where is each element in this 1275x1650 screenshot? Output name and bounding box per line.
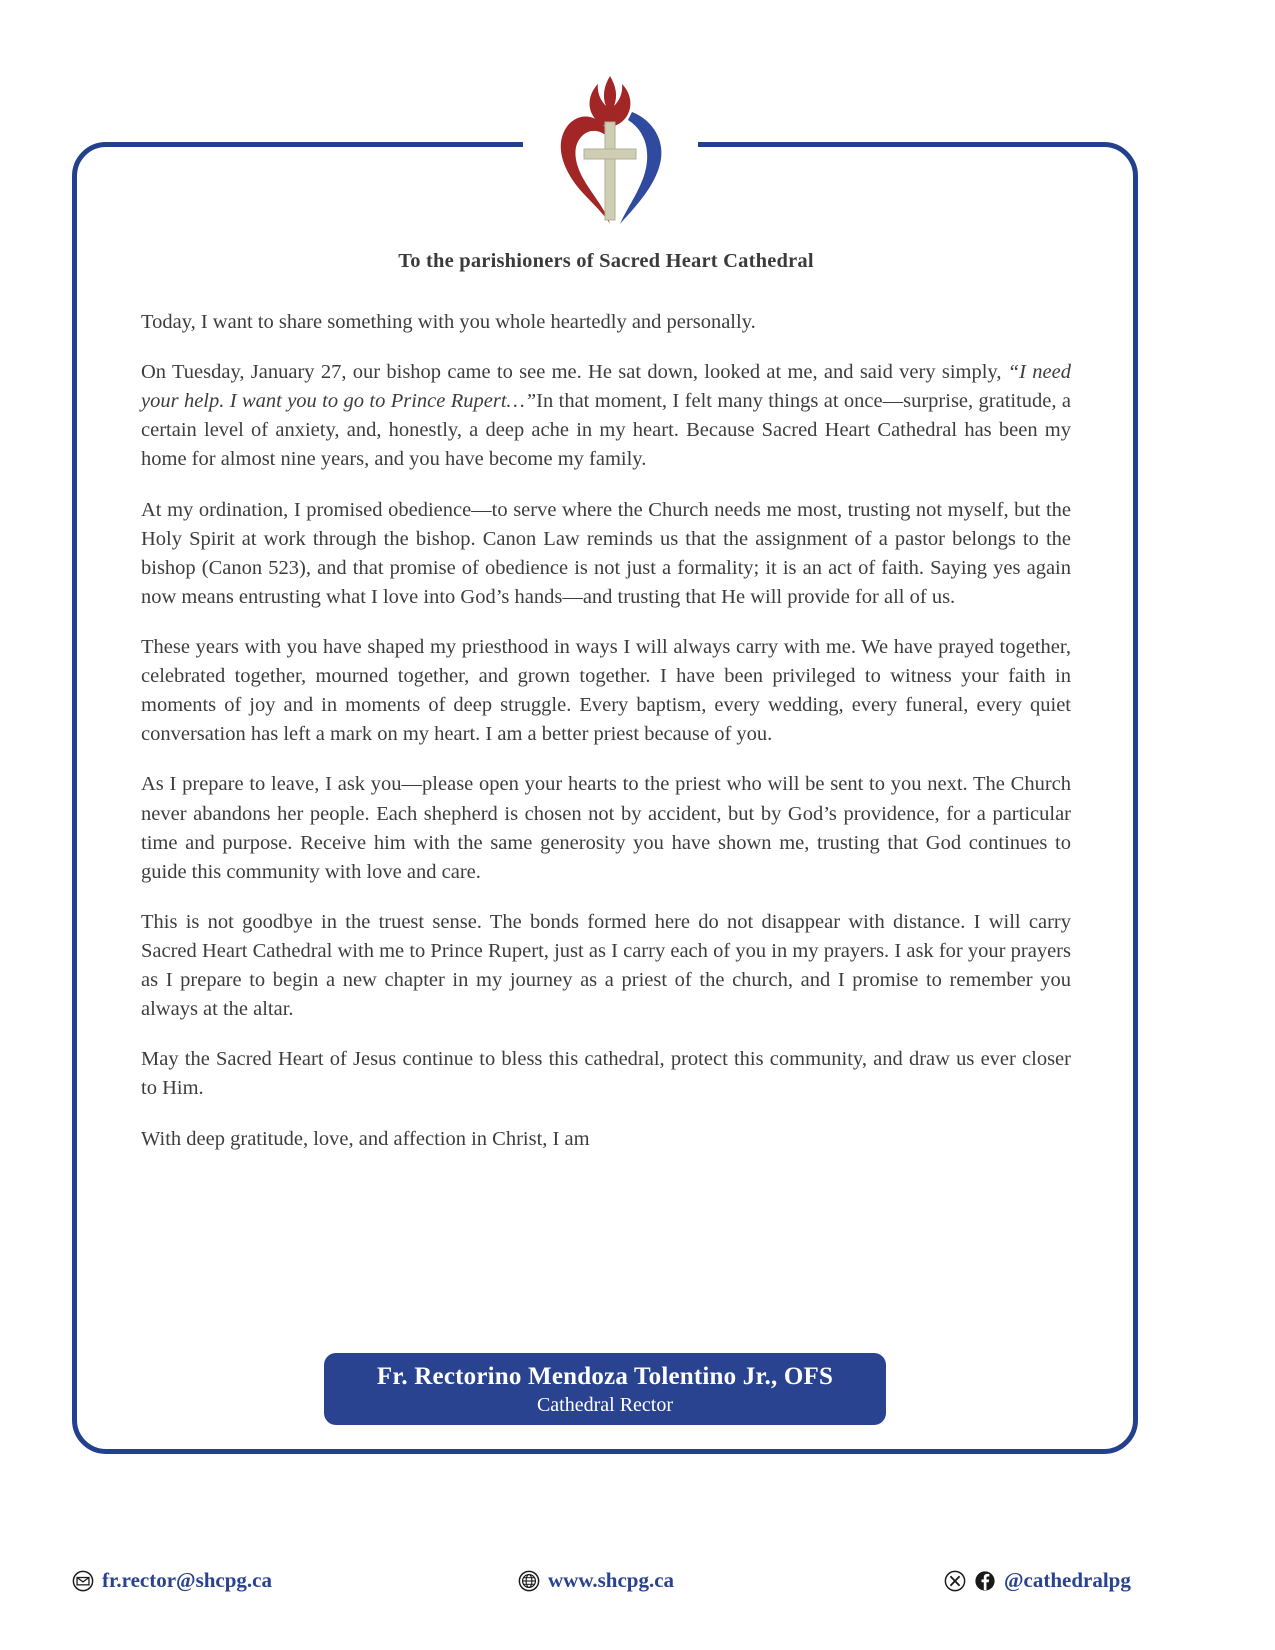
paragraph-text: This is not goodbye in the truest sense. The bonds formed here do not disappear with distance. I will carry Sacred Heart Cathedral with me to Prince Rupert, just as I carry each of you in my prayers. I ask for your prayers as I prepare to begin a new chapter in my journey as a priest of the church, and I promise to remember you always at the altar. (141, 910, 1071, 1021)
letter-paragraph (141, 1125, 1071, 1154)
paragraph-text: As I prepare to leave, I ask you—please open your hearts to the priest who will be sent to you next. The Church never abandons her people. Each shepherd is chosen not by accident, but by God’s providence, for a particular time and purpose. Receive him with the same generosity you have shown me, trusting that God continues to guide this community with love and care. (141, 773, 1071, 883)
letter-paragraph (141, 633, 1071, 749)
quoted-text: “I need your help. I want you to go to Prince Rupert…” (141, 361, 1071, 413)
letter-paragraph (141, 496, 1071, 612)
contact-website-text: www.shcpg.ca (548, 1568, 675, 1592)
signature-name: Fr. Rectorino Mendoza Tolentino Jr., OFS (376, 1362, 834, 1390)
globe-icon (518, 1570, 540, 1592)
signature-banner (324, 1353, 886, 1425)
signature-role: Cathedral Rector (536, 1394, 674, 1417)
letter-paragraph (141, 908, 1071, 1024)
letter-title: To the parishioners of Sacred Heart Cathedral (398, 250, 814, 272)
contact-social-text: @cathedralpg (1004, 1568, 1131, 1592)
sacred-heart-logo (520, 54, 700, 234)
paragraph-text: May the Sacred Heart of Jesus continue to bless this cathedral, protect this community, and draw us ever closer to Him. (141, 1048, 1071, 1100)
footer-contact-row (0, 1568, 1275, 1614)
letter-paragraph (141, 358, 1071, 474)
x-twitter-icon[interactable] (944, 1570, 966, 1592)
envelope-icon (72, 1570, 94, 1592)
contact-email-text: fr.rector@shcpg.ca (102, 1568, 272, 1592)
contact-website[interactable] (518, 1568, 674, 1593)
letter-paragraph (141, 770, 1071, 886)
letter-body (141, 250, 1071, 1154)
facebook-icon[interactable] (974, 1570, 996, 1592)
paragraph-text: On Tuesday, January 27, our bishop came to see me. He sat down, looked at me, and said very simply, (141, 361, 1008, 384)
paragraph-text: At my ordination, I promised obedience—to serve where the Church needs me most, trusting not myself, but the Holy Spirit at work through the bishop. Canon Law reminds us that the assignment of a pastor belongs to the bishop (Canon 523), and that promise of obedience is not just a formality; it is an act of faith. Saying yes again now means entrusting what I love into God’s hands—and trusting that He will provide for all of us. (141, 498, 1071, 608)
letter-paragraph (141, 308, 1071, 337)
paragraph-text: These years with you have shaped my priesthood in ways I will always carry with me. We have prayed together, celebrated together, mourned together, and grown together. I have been privileged to witness your faith in moments of joy and in moments of deep struggle. Every baptism, every wedding, every funeral, every quiet conversation has left a mark on my heart. I am a better priest because of you. (141, 635, 1071, 746)
paragraph-text: Today, I want to share something with you whole heartedly and personally. (141, 311, 756, 333)
paragraph-text: With deep gratitude, love, and affection in Christ, I am (141, 1127, 590, 1150)
contact-social[interactable] (944, 1568, 1131, 1593)
letter-paragraph (141, 1045, 1071, 1103)
paragraph-text: In that moment, I felt many things at once—surprise, gratitude, a certain level of anxiety, and, honestly, a deep ache in my heart. Because Sacred Heart Cathedral has been my home for almost nine years, and you have become my family. (141, 390, 1072, 471)
contact-email[interactable] (72, 1568, 272, 1593)
letter-paragraphs (141, 308, 1071, 1154)
